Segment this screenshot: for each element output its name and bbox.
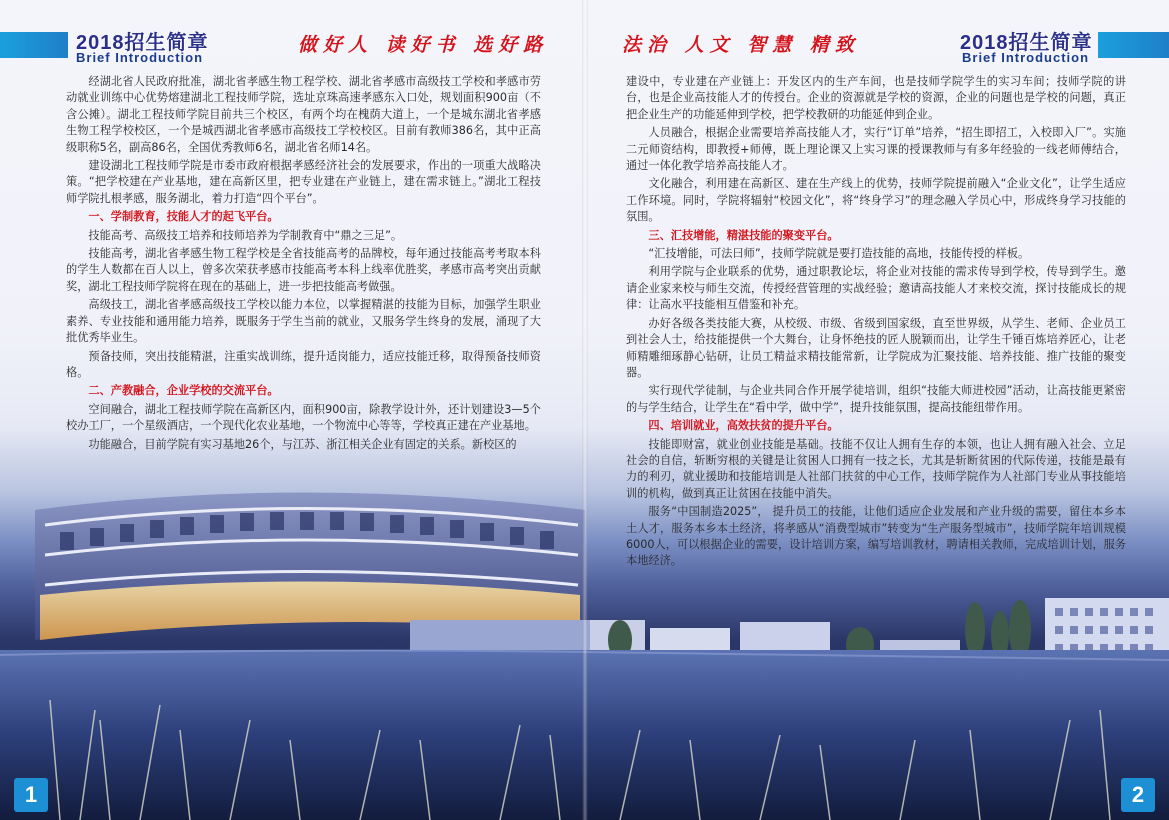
left-text-column [66, 74, 541, 455]
right-text-column [626, 74, 1126, 572]
paragraph-continued: 建设中，专业建在产业链上：开发区内的生产车间，也是技师学院学生的实习车间；技师学院的讲台，也是企业高技能人才的传授台。企业的资源就是学校的资源，企业的问题也是学校的问题，真正把企业生产的功能延伸到学校，把学校教研的功能延伸到企业。 [626, 75, 1126, 121]
section-heading: 一、学制教育，技能人才的起飞平台。 [88, 210, 279, 224]
paragraph: 功能融合，目前学院有实习基地26个，与江苏、浙江相关企业有固定的关系。新校区的 [88, 437, 517, 451]
paragraph: 经湖北省人民政府批准，湖北省孝感生物工程学校、湖北省孝感市高级技工学校和孝感市劳动就业训练中心优势熔建湖北工程技师学院，选址京珠高速孝感东入口处，规划面积900亩（不含公摊）。湖北工程技师学院目前共三个校区，有两个均在槐荫大道上，一个是城东湖北省孝感生物工程学校校区，一个是城西湖北省孝感市高级技工学校校区。目前有教师386名，其中正高级职称5名，副高86名，全国优秀教师6名，湖北省名师14名。 [66, 75, 541, 154]
paragraph: 利用学院与企业联系的优势，通过职教论坛，将企业对技能的需求传导到学校，传导到学生。邀请企业家来校与师生交流，传授经营管理的实战经验；邀请高技能人才来校交流，探讨技能成长的规律：让高水平技能相互借鉴和补充。 [626, 265, 1126, 312]
left-header-bar [0, 32, 68, 58]
right-header-bar [1098, 32, 1169, 58]
distant-building [650, 628, 730, 652]
paragraph: 实行现代学徒制，与企业共同合作开展学徒培训，组织“技能大师进校园”活动，让高技能更紧密的与学生结合，让学生在“看中学，做中学”，提升技能氛围，提高技能纽带作用。 [626, 384, 1126, 414]
section-heading: 四、培训就业，高效扶贫的提升平台。 [648, 419, 839, 433]
paragraph: 技能高考、高级技工培养和技师培养为学制教育中“鼎之三足”。 [88, 228, 403, 242]
paragraph: 高级技工，湖北省孝感高级技工学校以能力本位，以掌握精湛的技能为目标，加强学生职业素养、专业技能和通用能力培养，既服务于学生当前的就业，又服务学生终身的发展，涌现了大批优秀毕业生。 [66, 298, 541, 345]
section-heading: 二、产教融合，企业学校的交流平台。 [88, 384, 279, 398]
page-number-left: 1 [14, 778, 48, 812]
page-number-right: 2 [1121, 778, 1155, 812]
paragraph: 文化融合，利用建在高新区、建在生产线上的优势，技师学院提前融入“企业文化”，让学生适应工作环境。同时，学院将辐射“校园文化”，将“终身学习”的理念融入学员心中，形成终身学习技能的氛围。 [626, 177, 1126, 224]
section-heading: 三、汇技增能，精湛技能的聚变平台。 [648, 228, 839, 242]
right-page-title: 2018招生简章 [960, 32, 1093, 54]
paragraph: “汇技增能，可法曰师”，技师学院就是要打造技能的高地，技能传授的样板。 [648, 247, 1030, 261]
left-page-title: 2018招生简章 [76, 32, 209, 54]
paragraph: 空间融合，湖北工程技师学院在高新区内，面积900亩，除教学设计外，还计划建设3—5个校办工厂，一个星级酒店，一个现代化农业基地，一个物流中心等等，学校真正建在产业基地。 [66, 402, 541, 433]
paragraph: 办好各级各类技能大赛，从校级、市级、省级到国家级，直至世界级，从学生、老师、企业员工到社会人士，给技能提供一个大舞台，让身怀绝技的匠人脱颖而出，让学生千锤百炼培养匠心，让老师精雕细琢静心钻研，让员工精益求精技能常新，让学院成为汇聚技能、培养技能、推广技能的聚变器。 [626, 316, 1126, 379]
paragraph: 技能高考，湖北省孝感生物工程学校是全省技能高考的品牌校，每年通过技能高考考取本科的学生人数都在百人以上，曾多次荣获孝感市技能高考本科上线率优胜奖，孝感市高考突出贡献奖，湖北工程技师学院将在现在的基础上，进一步把技能高考做强。 [66, 247, 541, 293]
paragraph: 技能即财富，就业创业技能是基础。技能不仅让人拥有生存的本领，也让人拥有融入社会、立足社会的自信，斩断穷根的关键是让贫困人口拥有一技之长，尤其是斩断贫困的代际传递，技能是最有力的利刃，就业援助和技能培训是人社部门扶贫的中心工作，技师学院作为人社部门专业从事技能培训的机构，做到真正让贫困在技能中消失。 [626, 437, 1126, 500]
paragraph: 服务“中国制造2025”， 提升员工的技能，让他们适应企业发展和产业升级的需要，留住本乡本土人才，服务本乡本土经济，将孝感从“消费型城市”转变为“生产服务型城市”，技师学院年培训规模6000人，可以根据企业的需要，设计培训方案，编写培训教材，聘请相关教师，完成培训计划，服务本地经济。 [626, 505, 1126, 568]
distant-building [740, 622, 830, 652]
right-page-subtitle: Brief Introduction [962, 50, 1090, 65]
left-page-subtitle: Brief Introduction [76, 50, 204, 65]
right-slogan: 法治 人文 智慧 精致 [622, 34, 860, 56]
center-fold [582, 0, 588, 820]
podium [410, 620, 590, 650]
paragraph: 建设湖北工程技师学院是市委市政府根据孝感经济社会的发展要求，作出的一项重大战略决策。“把学校建在产业基地，建在高新区里，把专业建在产业链上，建在需求链上。”湖北工程技师学院扎根孝感，服务湖北，着力打造“四个平台”。 [66, 159, 541, 205]
paragraph: 预备技师，突出技能精湛，注重实战训练，提升适岗能力，适应技能迁移，取得预备技师资格。 [66, 349, 541, 379]
paragraph: 人员融合，根据企业需要培养高技能人才，实行“订单”培养，“招生即招工，入校即入厂”。实施二元师资结构，即教授+师傅，既上理论课又上实习课的授课教师与有多年经验的一线老师傅结合，通过一体化教学培养高技能人才。 [626, 126, 1126, 173]
left-slogan: 做好人 读好书 选好路 [298, 34, 549, 56]
